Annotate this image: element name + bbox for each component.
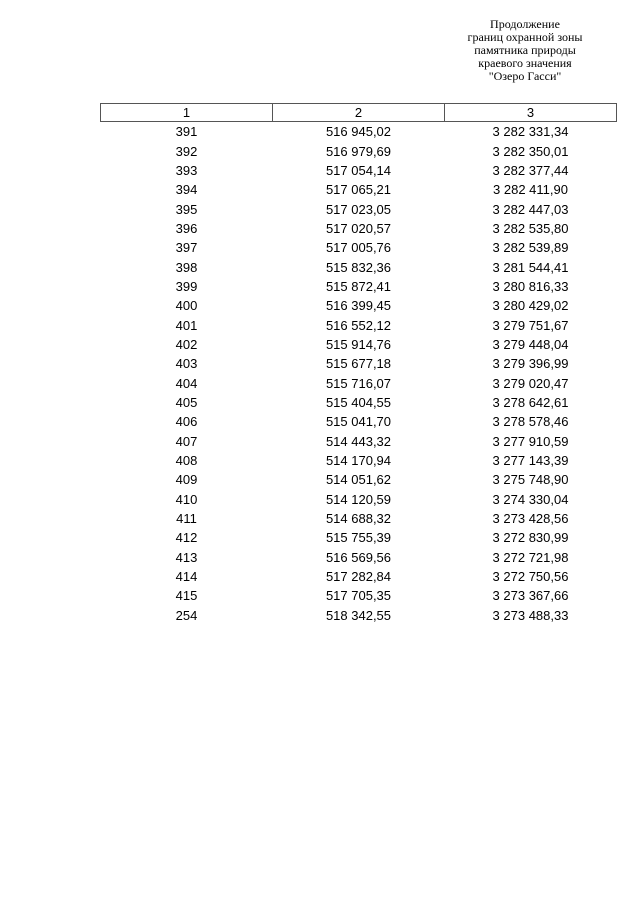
- point-number-cell: 254: [175, 607, 198, 623]
- x-coordinate-cell: 514 120,59: [325, 491, 392, 507]
- x-coordinate-cell: 514 051,62: [325, 472, 392, 488]
- table-row: [101, 219, 617, 238]
- x-coordinate-cell: 517 020,57: [325, 220, 392, 236]
- x-coordinate-cell: 516 945,02: [325, 124, 392, 140]
- x-coordinate-cell: 517 705,35: [325, 588, 392, 604]
- table-row: [101, 199, 617, 218]
- table-row: [101, 528, 617, 547]
- heading-line: "Озеро Гасси": [488, 69, 562, 83]
- x-coordinate-cell: 517 282,84: [325, 569, 392, 585]
- table-row: [101, 238, 617, 257]
- y-coordinate-cell: 3 282 377,44: [492, 162, 569, 178]
- x-coordinate-cell: 514 443,32: [325, 433, 392, 449]
- point-number-cell: 406: [175, 414, 198, 430]
- y-coordinate-cell: 3 282 535,80: [492, 220, 569, 236]
- x-coordinate-cell: 517 023,05: [325, 201, 392, 217]
- table-body: [101, 122, 617, 625]
- heading-line: памятника природы: [474, 43, 576, 57]
- point-number-cell: 395: [175, 201, 198, 217]
- y-coordinate-cell: 3 280 429,02: [492, 298, 569, 314]
- y-coordinate-cell: 3 280 816,33: [492, 278, 569, 294]
- y-coordinate-cell: 3 282 539,89: [492, 240, 569, 256]
- point-number-cell: 399: [175, 278, 198, 294]
- table-row: [101, 354, 617, 373]
- point-number-cell: 401: [175, 317, 198, 333]
- point-number-cell: 410: [175, 491, 198, 507]
- table-row: [101, 180, 617, 199]
- y-coordinate-cell: 3 275 748,90: [492, 472, 569, 488]
- point-number-cell: 402: [175, 336, 198, 352]
- heading-line: Продолжение: [490, 17, 560, 31]
- y-coordinate-cell: 3 282 350,01: [492, 143, 569, 159]
- point-number-cell: 398: [175, 259, 198, 275]
- x-coordinate-cell: 515 914,76: [325, 336, 392, 352]
- x-coordinate-cell: 517 005,76: [325, 240, 392, 256]
- y-coordinate-cell: 3 281 544,41: [492, 259, 569, 275]
- coordinates-table: [100, 103, 617, 625]
- y-coordinate-cell: 3 273 488,33: [492, 607, 569, 623]
- table-row: [101, 277, 617, 296]
- table-row: [101, 296, 617, 315]
- point-number-cell: 397: [175, 240, 198, 256]
- x-coordinate-cell: 515 404,55: [325, 394, 392, 410]
- table-header-row: [101, 104, 617, 122]
- x-coordinate-cell: 515 041,70: [325, 414, 392, 430]
- y-coordinate-cell: 3 282 411,90: [493, 182, 568, 198]
- x-coordinate-cell: 515 832,36: [325, 259, 392, 275]
- table-row: [101, 509, 617, 528]
- table-row: [101, 586, 617, 605]
- table-row: [101, 141, 617, 160]
- table-row: [101, 490, 617, 509]
- table-row: [101, 257, 617, 276]
- x-coordinate-cell: 516 552,12: [325, 317, 392, 333]
- x-coordinate-cell: 514 688,32: [325, 511, 392, 527]
- table-row: [101, 606, 617, 625]
- y-coordinate-cell: 3 272 750,56: [492, 569, 569, 585]
- point-number-cell: 411: [176, 511, 197, 527]
- table-row: [101, 451, 617, 470]
- table-row: [101, 412, 617, 431]
- y-coordinate-cell: 3 273 367,66: [492, 588, 569, 604]
- y-coordinate-cell: 3 274 330,04: [492, 491, 569, 507]
- x-coordinate-cell: 515 872,41: [325, 278, 392, 294]
- y-coordinate-cell: 3 282 331,34: [492, 124, 569, 140]
- table-row: [101, 470, 617, 489]
- x-coordinate-cell: 515 716,07: [325, 375, 392, 391]
- y-coordinate-cell: 3 279 396,99: [492, 356, 569, 372]
- x-coordinate-cell: 516 979,69: [325, 143, 392, 159]
- x-coordinate-cell: 518 342,55: [325, 607, 392, 623]
- table-row: [101, 373, 617, 392]
- x-coordinate-cell: 514 170,94: [325, 453, 392, 469]
- x-coordinate-cell: 517 054,14: [325, 162, 392, 178]
- point-number-cell: 403: [175, 356, 198, 372]
- y-coordinate-cell: 3 273 428,56: [492, 511, 569, 527]
- y-coordinate-cell: 3 277 910,59: [492, 433, 569, 449]
- x-coordinate-cell: 517 065,21: [325, 182, 392, 198]
- y-coordinate-cell: 3 282 447,03: [492, 201, 569, 217]
- point-number-cell: 391: [175, 124, 198, 140]
- point-number-cell: 407: [175, 433, 198, 449]
- table-row: [101, 393, 617, 412]
- point-number-cell: 412: [175, 530, 198, 546]
- column-header-1: 1: [101, 104, 273, 122]
- y-coordinate-cell: 3 278 642,61: [492, 394, 569, 410]
- heading-line: границ охранной зоны: [467, 30, 583, 44]
- point-number-cell: 392: [175, 143, 198, 159]
- table-row: [101, 122, 617, 142]
- point-number-cell: 404: [175, 375, 198, 391]
- point-number-cell: 396: [175, 220, 198, 236]
- x-coordinate-cell: 516 569,56: [325, 549, 392, 565]
- y-coordinate-cell: 3 272 830,99: [492, 530, 569, 546]
- document-heading: [430, 18, 620, 83]
- y-coordinate-cell: 3 279 020,47: [492, 375, 569, 391]
- point-number-cell: 405: [175, 394, 198, 410]
- table-row: [101, 161, 617, 180]
- point-number-cell: 394: [175, 182, 198, 198]
- point-number-cell: 408: [175, 453, 198, 469]
- table-row: [101, 315, 617, 334]
- point-number-cell: 414: [175, 569, 198, 585]
- x-coordinate-cell: 516 399,45: [325, 298, 392, 314]
- table-row: [101, 548, 617, 567]
- point-number-cell: 400: [175, 298, 198, 314]
- table-row: [101, 432, 617, 451]
- column-header-2: 2: [273, 104, 445, 122]
- y-coordinate-cell: 3 279 448,04: [492, 336, 569, 352]
- point-number-cell: 409: [175, 472, 198, 488]
- column-header-3: 3: [445, 104, 617, 122]
- point-number-cell: 415: [175, 588, 198, 604]
- x-coordinate-cell: 515 755,39: [325, 530, 392, 546]
- point-number-cell: 413: [175, 549, 198, 565]
- y-coordinate-cell: 3 279 751,67: [492, 317, 569, 333]
- x-coordinate-cell: 515 677,18: [325, 356, 392, 372]
- table-row: [101, 335, 617, 354]
- y-coordinate-cell: 3 277 143,39: [492, 453, 569, 469]
- heading-line: краевого значения: [478, 56, 572, 70]
- y-coordinate-cell: 3 272 721,98: [492, 549, 569, 565]
- y-coordinate-cell: 3 278 578,46: [492, 414, 569, 430]
- table-row: [101, 567, 617, 586]
- point-number-cell: 393: [175, 162, 198, 178]
